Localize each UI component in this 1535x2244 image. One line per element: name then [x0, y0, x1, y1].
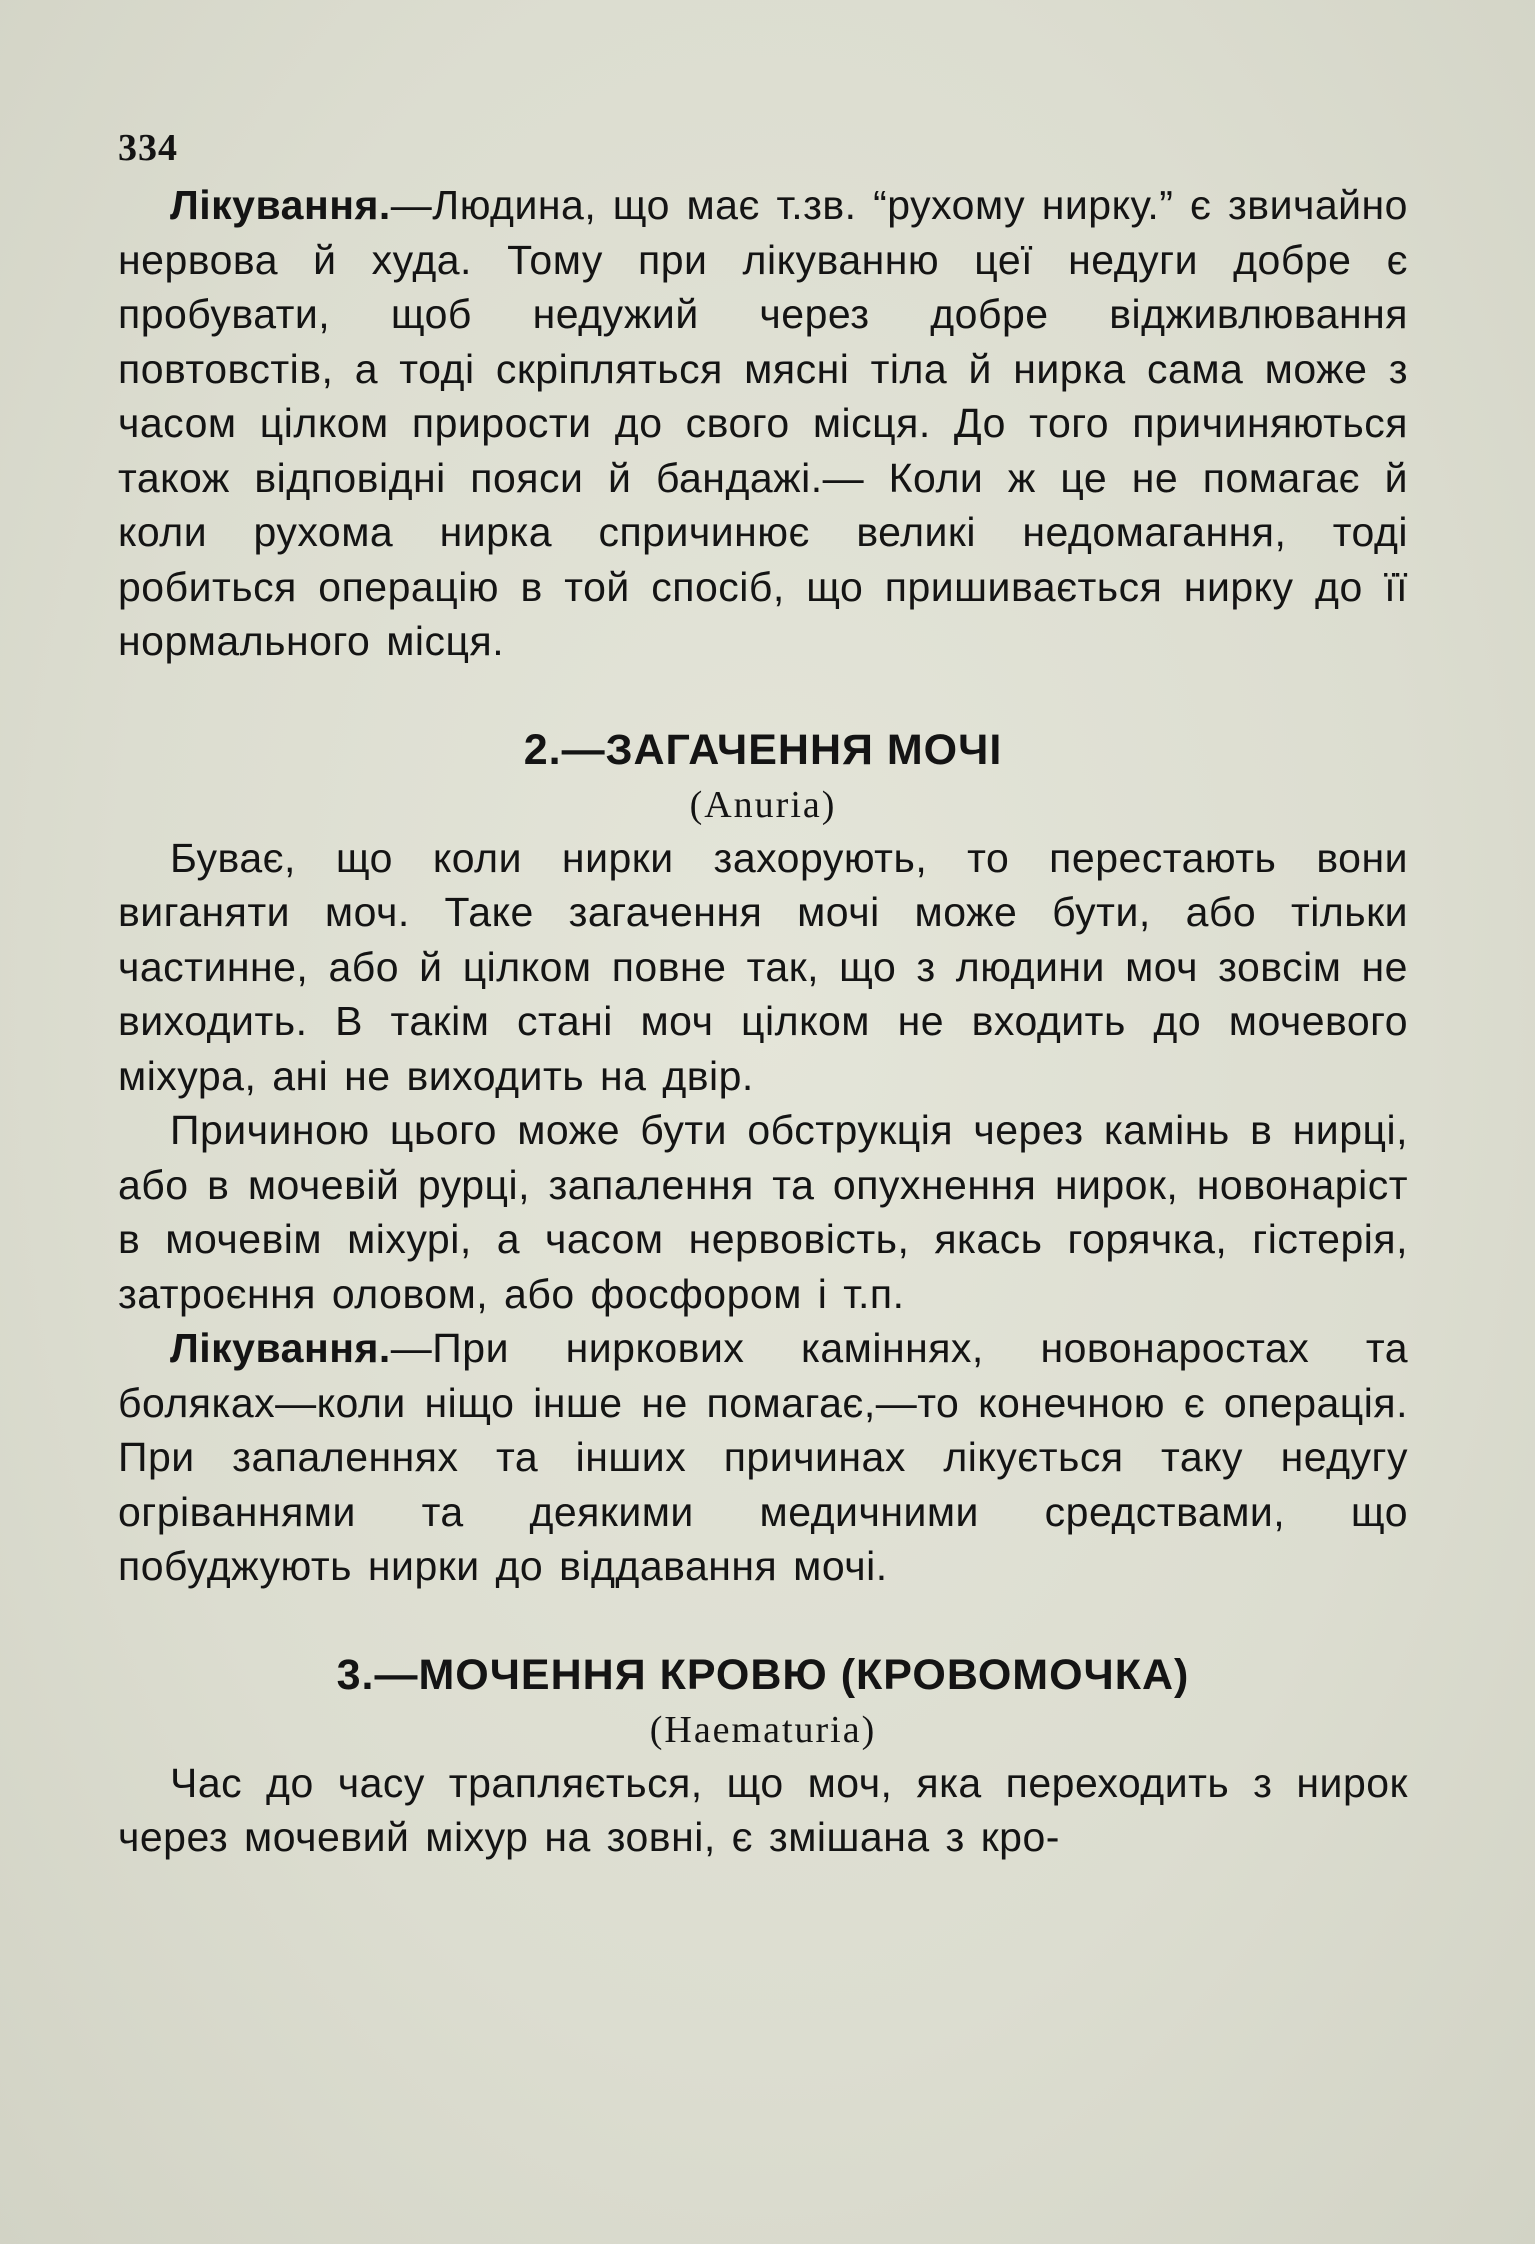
section-subheading-anuria: (Anuria): [689, 783, 837, 826]
section-subheading-haematuria: (Haematuria): [649, 1708, 877, 1751]
anuria-paragraph-1: Буває, що коли нирки захорують, то перестають вони виганяти моч. Таке загачення мочі може бути, або тільки частинне, або й цілком повне так, що з людини моч зовсім не виходить. В такім стані моч цілком не входить до мочевого міхура, ані не виходить на двір.: [118, 834, 1408, 1099]
anuria-treatment-paragraph: [118, 1321, 1408, 1594]
section-heading-anuria: 2.—ЗАГАЧЕННЯ МОЧІ: [523, 725, 1003, 774]
treatment-text: —Людина, що має т.зв. “рухому нирку.” є звичайно нервова й худа. Тому при лікуванню цеї недуги добре є пробувати, щоб недужий через добре відживлювання повтовстів, а тоді скріпляться мясні тіла й нирка сама може з часом цілком прирости до свого місця. До того причиняються також відповідні пояси й бандажі.— Коли ж це не помагає й коли рухома нирка спричинює великі недомагання, тоді робиться операцію в той спосіб, що пришивається нирку до її нормального місця.: [118, 182, 1408, 664]
treatment-lead: Лікування.: [170, 182, 391, 228]
anuria-treatment-text: —При ниркових каміннях, новонаростах та боляках—коли ніщо інше не помагає,—то конечною є операція. При запаленнях та інших причинах лікується таку недугу огріваннями та деякими медичними средствами, що побуджують нирки до віддавання мочі.: [118, 1325, 1408, 1589]
page-content: [118, 118, 1408, 1865]
anuria-paragraph-2: Причиною цього може бути обструкція через камінь в нирці, або в мочевій рурці, запалення та опухнення нирок, новонаріст в мочевім міхурі, а часом нервовість, якась горячка, гістерія, затроєння оловом, або фосфором і т.п.: [118, 1107, 1408, 1317]
anuria-treatment-lead: Лікування.: [170, 1325, 391, 1371]
page-number: 334: [118, 127, 178, 169]
haematuria-paragraph-1: Час до часу трапляється, що моч, яка переходить з нирок через мочевий міхур на зовні, є змішана з кро-: [118, 1759, 1408, 1860]
section-spacer: [118, 669, 1408, 721]
treatment-paragraph-mobile-kidney: [118, 178, 1408, 669]
section-heading-haematuria: 3.—МОЧЕННЯ КРОВЮ (КРОВОМОЧКА): [336, 1650, 1190, 1699]
section-spacer: [118, 1594, 1408, 1646]
